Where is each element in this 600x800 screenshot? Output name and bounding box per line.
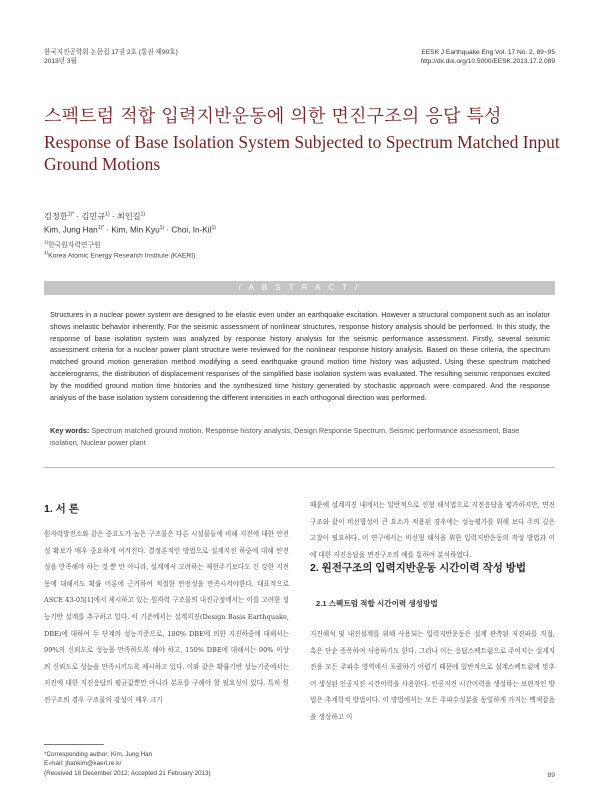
subsection-2-1-heading: 2.1 스펙트럼 적합 시간이력 생성방법 [316,599,438,608]
received-dates: (Received 18 December 2012; Accepted 21 February 2013) [44,769,211,777]
author-1-ko: 김정한 [44,212,68,221]
authors-korean [44,211,145,222]
authors-english [44,225,216,235]
abstract-label: / A B S T R A C T / [238,283,361,292]
keywords [50,425,550,449]
affiliation-en-mark: 1) [44,250,49,255]
doi-link[interactable]: http://dx.doi.org/10.5000/EESK.2013.17.2.089 [420,58,555,65]
author-1-en-mark: 1)* [97,225,105,231]
author-3-ko-mark: 1) [140,211,146,218]
title-english: Response of Base Isolation System Subjected to Spectrum Matched Input Ground Motions [44,132,560,174]
author-2-ko-mark: 1) [105,211,110,218]
abstract-text: Structures in a nuclear power system are designed to be elastic even under an earthquake excitation. However a structural component such as an isolator shows inelastic behavior inherently. For the seismic assessment of nonlinear structures, response history analysis should be performed. In this study, the response of base isolation system was analyzed by response history analysis for the seismic performance assessment. Firstly, several seismic assessment criteria for a nuclear power plant structure were reviewed for the nonlinear response history analysis. Based on these criteria, the spectrum matched ground motion generation method modifying a seed earthquake ground motion time history was adjusted. Using these spectrum matched accelerograms, the distribution of displacement responses of the simplified base isolation system was evaluated. The resulting seismic responses excited by the modified ground motion time histories and the synthesized time history generated by stochastic approach were compared. And the response analysis of the base isolation system considering the different intensities in each orthogonal direction was performed. [50,310,550,402]
intro-continuation-paragraph: 때문에 설계지진 내에서는 일반적으로 선형 해석법으로 지진응답을 평가하지만, 면진구조와 같이 비선형성이 큰 요소가 적용된 경우에는 성능평가를 위해 보다 주의 깊은 고찰이 필요하다. 이 연구에서는 비선형 해석을 위한 입력지반운동의 작성 방법과 이에 대한 지진응답을 면진구조의 예를 통하여 분석하였다. [310,501,555,559]
journal-name-ko: 한국지진공학회 논문집 17권 2호 (통권 제90호) [44,49,178,56]
abstract-banner [44,281,555,295]
section-1-paragraph: 원자력발전소와 같은 중요도가 높은 구조물은 다른 시설물들에 비해 지진에 대한 안전성 확보가 매우 중요하게 여겨진다. 결정론적인 방법으로 설계지진 하중에 대해 안전성을 만족해야 하는 것 뿐 만 아니라, 설계에서 고려하는 재현주기보다도 긴 강한 지진동에 대해서도 확률 이론에 근거하여 적절한 안전성을 만족시켜야한다. 대표적으로 ASCE 43-05[1]에서 제시하고 있는 원자력 구조물의 내진규정에서는 이를 고려한 성능기반 설계를 추구하고 있다. 이 기준에서는 설계지진(Design Basis Earthquake, DBE)에 대하여 두 단계의 성능기준으로, 100% DBE에 의한 지진하중에 대해서는 99%의 신뢰도로 성능을 만족하도록 해야 하고, 150% DBE에 대해서는 90% 이상의 신뢰도로 성능을 만족시키도록 제시하고 있다. 이와 같은 확률기반 성능기준에서는 지진에 대한 지진응답의 평균값뿐만 아니라 분포를 구해야 할 필요성이 있다. 특히 원전구조의 경우 구조물의 강성이 매우 크기 [44,530,289,704]
author-separator: · [106,225,110,235]
author-email[interactable]: E-mail: jhankim@kaeri.re.kr [44,760,122,768]
author-3-en: Choi, In-Kil [171,225,212,235]
affiliation-en-text: Korea Atomic Energy Research Institute (KAERI) [48,252,196,260]
affiliation-ko-text: 한국원자력연구원 [48,242,101,249]
page-number: 89 [547,772,555,779]
footnote-rule [44,744,104,745]
author-separator: · [166,225,170,235]
section-2-1-paragraph: 지진해석 및 내진설계를 위해 사용되는 입력지반운동은 설계 관측된 지진파를 직접, 혹은 단순 증폭하여 사용하기도 한다. 그러나 이는 응답스펙트럼으로 주어지는 설계지진을 모든 주파수 영역에서 포괄하기 어렵기 때문에 일반적으로 설계스펙트럼에 맞추어 생성된 인공지진 시간이력을 사용한다. 인공지진 시간이력을 생성하는 보편적인 방법은 추계학적 방법이다. 이 방법에서는 모든 주파수성분을 동일하게 가지는 백색잡음을 생성하고 이 [310,630,555,721]
journal-name-en: EESK J Earthquake Eng Vol. 17 No. 2, 89~95 [421,49,555,56]
author-3-ko: 최인길 [116,212,141,221]
affiliation-ko-mark: 1) [44,239,49,245]
author-2-en-mark: 1) [159,225,165,231]
author-1-ko-mark: 1)* [67,211,75,218]
section-2-heading: 2. 원전구조의 입력지반운동 시간이력 작성 방법 [310,562,527,574]
journal-header-korean [44,48,178,66]
keywords-list: Spectrum matched ground motion, Response history analysis, Design Response Spectrum, Seismic performance assessment, Base isolation, Nuclear power plant [50,426,520,447]
journal-header-english [420,48,555,66]
author-separator: · [76,212,80,221]
author-2-en: Kim, Min Kyu [111,225,160,235]
divider [44,467,555,468]
affiliation-english [44,250,195,259]
author-3-en-mark: 1) [211,225,216,231]
affiliation-korean [44,239,101,249]
corresponding-author: *Corresponding author: Kim, Jung Han [44,751,153,758]
keywords-label: Key words: [50,426,90,435]
author-1-en: Kim, Jung Han [44,225,98,235]
author-2-ko: 김민규 [81,212,106,221]
author-separator: · [111,212,115,221]
issue-date-ko: 2013년 3월 [44,58,77,65]
footnote [44,750,211,778]
section-1-heading: 1. 서 론 [44,503,79,515]
title-korean: 스펙트럼 적합 입력지반운동에 의한 면진구조의 응답 특성 [44,106,502,127]
